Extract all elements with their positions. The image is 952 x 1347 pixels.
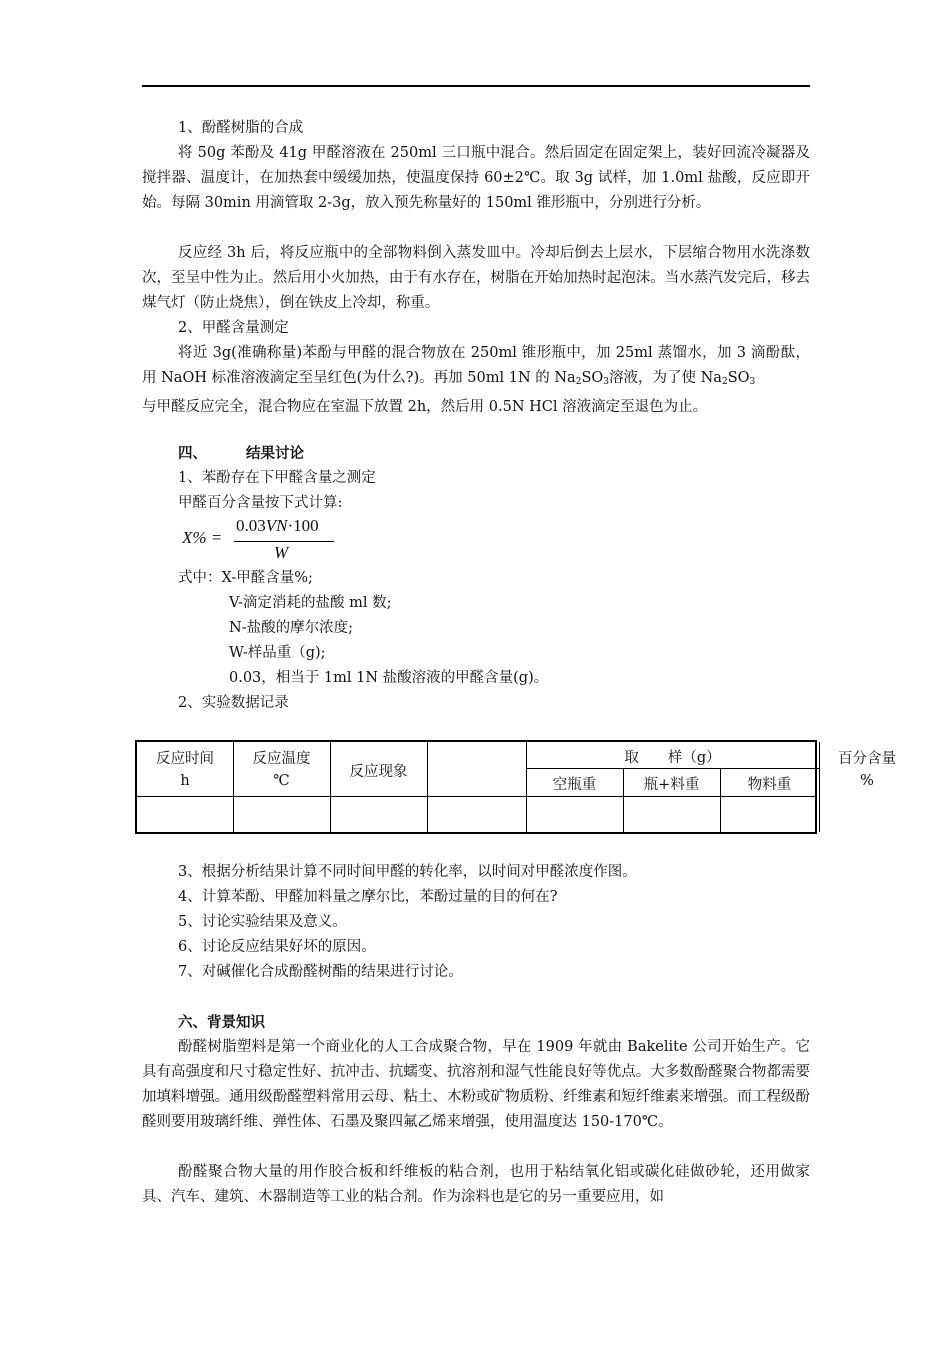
data-table	[135, 740, 896, 834]
table-divider	[427, 742, 428, 832]
table-header-material: 物料重	[747, 777, 792, 793]
paragraph: 酚醛聚合物大量的用作胶合板和纤维板的粘合剂，也用于粘结氧化铝或碳化硅做砂轮，还用做家具、汽车、建筑、木器制造等工业的粘合剂。作为涂料也是它的另一重要应用，如	[142, 1164, 810, 1205]
text-run: SO	[581, 370, 604, 386]
section-heading: 六、背景知识	[178, 1014, 265, 1031]
formula	[178, 514, 358, 566]
subscript: 3	[749, 377, 756, 387]
section-heading: 1、酚醛树脂的合成	[178, 120, 304, 136]
table-header-phenomenon: 反应现象	[349, 764, 408, 780]
definition: 式中：X-甲醛含量%;	[178, 570, 313, 586]
table-divider	[137, 796, 815, 797]
formula-factor: ·100	[287, 516, 319, 535]
list-item: 6、讨论反应结果好坏的原因。	[178, 939, 376, 955]
formula-variables: VN	[265, 516, 288, 535]
table-header-empty-bottle: 空瓶重	[552, 777, 597, 793]
list-item: 4、计算苯酚、甲醛加料量之摩尔比，苯酚过量的目的何在?	[178, 889, 558, 905]
table-header-time-unit: h	[180, 773, 190, 789]
definition: V-滴定消耗的盐酸 ml 数;	[229, 595, 392, 611]
paragraph	[142, 341, 810, 420]
formula-lhs: X% =	[182, 528, 223, 547]
header-rule	[142, 85, 810, 87]
text-run: SO	[727, 370, 750, 386]
table-divider	[330, 742, 331, 832]
paragraph: 反应经 3h 后，将反应瓶中的全部物料倒入蒸发皿中。冷却后倒去上层水，下层缩合物用水洗涤数次，至呈中性为止。然后用小火加热，由于有水存在，树脂在开始加热时起泡沫。当水蒸汽发完后，移去煤气灯（防止烧焦），倒在铁皮上冷却，称重。	[142, 245, 810, 311]
table-header-time: 反应时间	[156, 751, 214, 767]
list-item: 5、讨论实验结果及意义。	[178, 914, 347, 930]
text-run: 溶液，为了使 Na	[609, 370, 722, 386]
formula-denominator: W	[274, 543, 289, 562]
list-item: 7、对碱催化合成酚醛树酯的结果进行讨论。	[178, 964, 463, 980]
subscript: 2	[721, 377, 728, 387]
text-run: 与甲醛反应完全，混合物应在室温下放置 2h，然后用 0.5N HCl 溶液滴定至退色为止。	[142, 399, 708, 415]
subscript: 3	[603, 377, 609, 387]
list-item: 3、根据分析结果计算不同时间甲醛的转化率，以时间对甲醛浓度作图。	[178, 864, 637, 880]
section-heading: 2、甲醛含量测定	[178, 320, 289, 336]
paragraph: 酚醛树脂塑料是第一个商业化的人工合成聚合物，早在 1909 年就由 Bakelite 公司开始生产。它具有高强度和尺寸稳定性好、抗冲击、抗蠕变、抗溶剂和湿气性能良好等优点。大多数酚醛聚合物都需要加填料增强。通用级酚醛塑料常用云母、粘土、木粉或矿物质粉、纤维素和短纤维素来增强。而工程级酚醛则要用玻璃纤维、弹性体、石墨及聚四氟乙烯来增强，使用温度达 150-170℃。	[142, 1039, 810, 1130]
table-header-bottle-material: 瓶+料重	[643, 777, 700, 793]
definition: W-样品重（g);	[229, 645, 326, 661]
text-run: 将近 3g(准确称量)苯酚与甲醛的混合物放在 250ml 锥形瓶中，加 25ml 蒸馏水，加 3 滴酚酞，用 NaOH 标准溶液滴定至呈红色(为什么?)。再加 50ml 1N 的 Na	[142, 345, 810, 386]
subsection-heading: 1、苯酚存在下甲醛含量之测定	[178, 470, 376, 486]
fraction-bar	[234, 541, 334, 542]
table-header-temperature-unit: ℃	[273, 773, 290, 789]
table-header-sampling: 取 样（g）	[624, 750, 721, 766]
table-header-percentage-unit: %	[860, 773, 874, 789]
subsection-heading: 2、实验数据记录	[178, 695, 289, 711]
section-heading-title: 结果讨论	[246, 445, 304, 462]
definition: N-盐酸的摩尔浓度;	[229, 620, 353, 636]
subscript: 2	[575, 377, 582, 387]
section-heading-number: 四、	[178, 445, 207, 462]
table-header-temperature: 反应温度	[252, 751, 311, 767]
table-divider	[526, 768, 819, 769]
formula-numerator	[236, 516, 319, 536]
paragraph: 将 50g 苯酚及 41g 甲醛溶液在 250ml 三口瓶中混合。然后固定在固定架上，装好回流冷凝器及搅拌器、温度计，在加热套中缓缓加热，使温度保持 60±2℃。取 3g 试样，加 1.0ml 盐酸，反应即开始。每隔 30min 用滴管取 2-3g，放入预先称量好的 150ml 锥形瓶中，分别进行分析。	[142, 145, 810, 211]
formula-constant: 0.03	[236, 516, 266, 535]
table-header-percentage: 百分含量	[838, 751, 896, 767]
definition: 0.03，相当于 1ml 1N 盐酸溶液的甲醛含量(g)。	[229, 670, 549, 686]
formula-intro: 甲醛百分含量按下式计算:	[178, 495, 343, 511]
